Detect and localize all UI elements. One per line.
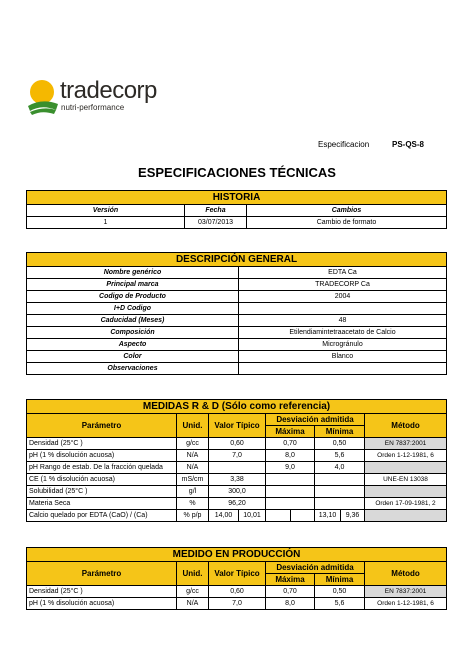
- spec-label: Especificacion: [318, 140, 370, 149]
- value-cell: [209, 462, 266, 474]
- row-value: [239, 303, 447, 315]
- max-cell: 9,0: [266, 462, 315, 474]
- min-cell: 4,0: [315, 462, 365, 474]
- param-cell: Solubilidad (25°C ): [27, 486, 177, 498]
- method-cell: Orden 17-09-1981, 2: [365, 498, 447, 510]
- row-value: 48: [239, 315, 447, 327]
- fecha-cell: 03/07/2013: [185, 217, 247, 229]
- row-value: [239, 363, 447, 375]
- cambios-cell: Cambio de formato: [247, 217, 447, 229]
- descripcion-table: [26, 252, 447, 375]
- param-cell: pH (1 % disolución acuosa): [27, 450, 177, 462]
- table-row: [27, 327, 447, 339]
- produccion-table: [26, 547, 447, 610]
- col-parametro: Parámetro: [27, 562, 177, 586]
- unit-cell: N/A: [177, 450, 209, 462]
- row-value: 2004: [239, 291, 447, 303]
- value-cell: 96,20: [209, 498, 266, 510]
- col-maxima: Máxima: [266, 426, 315, 438]
- min-cell: [315, 498, 365, 510]
- max-cell: [266, 486, 315, 498]
- col-metodo: Método: [365, 562, 447, 586]
- col-minima: Mínima: [315, 426, 365, 438]
- row-label: Composición: [27, 327, 239, 339]
- table-row: [27, 315, 447, 327]
- unit-cell: % p/p: [177, 510, 209, 522]
- version-cell: 1: [27, 217, 185, 229]
- col-desviacion: Desviación admitida: [266, 562, 365, 574]
- value-cell: 7,0: [209, 598, 266, 610]
- table-row: [27, 438, 447, 450]
- table-row: [27, 450, 447, 462]
- col-version: Versión: [27, 205, 185, 217]
- col-cambios: Cambios: [247, 205, 447, 217]
- descripcion-title: DESCRIPCIÓN GENERAL: [27, 253, 447, 267]
- row-label: I+D Codigo: [27, 303, 239, 315]
- param-cell: Calcio quelado por EDTA (CaO) / (Ca): [27, 510, 177, 522]
- row-label: Codigo de Producto: [27, 291, 239, 303]
- brand-tagline: nutri-performance: [61, 103, 125, 112]
- min-cao-cell: 13,10: [315, 510, 341, 522]
- row-value: Blanco: [239, 351, 447, 363]
- table-row: [27, 598, 447, 610]
- param-cell: CE (1 % disolución acuosa): [27, 474, 177, 486]
- max-cell: 8,0: [266, 598, 315, 610]
- min-cell: [315, 486, 365, 498]
- unit-cell: g/l: [177, 486, 209, 498]
- table-row: [27, 351, 447, 363]
- value-cell: 300,0: [209, 486, 266, 498]
- unit-cell: g/cc: [177, 586, 209, 598]
- historia-table: [26, 190, 447, 229]
- row-label: Caducidad (Meses): [27, 315, 239, 327]
- col-minima: Mínima: [315, 574, 365, 586]
- min-cell: 0,50: [315, 438, 365, 450]
- value-cell: 0,60: [209, 586, 266, 598]
- spec-code: PS-QS-8: [392, 140, 425, 149]
- table-row: [27, 267, 447, 279]
- param-cell: pH Rango de estab. De la fracción quelada: [27, 462, 177, 474]
- page-title: ESPECIFICACIONES TÉCNICAS: [138, 165, 336, 180]
- param-cell: Materia Seca: [27, 498, 177, 510]
- table-row: [27, 303, 447, 315]
- historia-title: HISTORIA: [27, 191, 447, 205]
- medidas-table: [26, 399, 447, 522]
- table-row: [27, 363, 447, 375]
- value-cao-cell: 14,00: [209, 510, 239, 522]
- table-row: [27, 586, 447, 598]
- produccion-title: MEDIDO EN PRODUCCIÓN: [27, 548, 447, 562]
- max-cell: 0,70: [266, 586, 315, 598]
- min-cell: 5,6: [315, 450, 365, 462]
- row-label: Principal marca: [27, 279, 239, 291]
- max-cao-cell: [266, 510, 291, 522]
- col-parametro: Parámetro: [27, 414, 177, 438]
- method-cell: EN 7837:2001: [365, 586, 447, 598]
- col-unid: Unid.: [177, 562, 209, 586]
- table-row: [27, 279, 447, 291]
- method-cell: EN 7837:2001: [365, 438, 447, 450]
- row-value: Etilendiamintetraacetato de Calcio: [239, 327, 447, 339]
- max-cell: 0,70: [266, 438, 315, 450]
- method-cell: [365, 462, 447, 474]
- min-cell: 0,50: [315, 586, 365, 598]
- col-valor: Valor Típico: [209, 562, 266, 586]
- table-row: [27, 486, 447, 498]
- param-cell: Densidad (25°C ): [27, 586, 177, 598]
- table-row: [27, 474, 447, 486]
- table-row: [27, 510, 447, 522]
- col-metodo: Método: [365, 414, 447, 438]
- min-cell: [315, 474, 365, 486]
- max-cell: [266, 474, 315, 486]
- unit-cell: N/A: [177, 462, 209, 474]
- param-cell: pH (1 % disolución acuosa): [27, 598, 177, 610]
- col-fecha: Fecha: [185, 205, 247, 217]
- max-cell: [266, 498, 315, 510]
- col-desviacion: Desviación admitida: [266, 414, 365, 426]
- value-cell: 3,38: [209, 474, 266, 486]
- col-valor: Valor Típico: [209, 414, 266, 438]
- row-label: Nombre genérico: [27, 267, 239, 279]
- method-cell: [365, 486, 447, 498]
- table-row: [27, 291, 447, 303]
- row-value: TRADECORP Ca: [239, 279, 447, 291]
- unit-cell: mS/cm: [177, 474, 209, 486]
- row-label: Aspecto: [27, 339, 239, 351]
- method-cell: [365, 510, 447, 522]
- unit-cell: %: [177, 498, 209, 510]
- method-cell: UNE-EN 13038: [365, 474, 447, 486]
- col-maxima: Máxima: [266, 574, 315, 586]
- medidas-title: MEDIDAS R & D (Sólo como referencia): [27, 400, 447, 414]
- table-row: [27, 462, 447, 474]
- row-value: Microgránulo: [239, 339, 447, 351]
- param-cell: Densidad (25°C ): [27, 438, 177, 450]
- unit-cell: g/cc: [177, 438, 209, 450]
- table-row: [27, 339, 447, 351]
- min-ca-cell: 9,36: [341, 510, 365, 522]
- row-label: Observaciones: [27, 363, 239, 375]
- table-row: [27, 498, 447, 510]
- max-ca-cell: [291, 510, 315, 522]
- col-unid: Unid.: [177, 414, 209, 438]
- max-cell: 8,0: [266, 450, 315, 462]
- value-cell: 7,0: [209, 450, 266, 462]
- row-value: EDTA Ca: [239, 267, 447, 279]
- brand-name: tradecorp: [60, 77, 157, 104]
- value-cell: 0,60: [209, 438, 266, 450]
- table-row: [27, 217, 447, 229]
- row-label: Color: [27, 351, 239, 363]
- method-cell: Orden 1-12-1981, 6: [365, 450, 447, 462]
- unit-cell: N/A: [177, 598, 209, 610]
- method-cell: Orden 1-12-1981, 6: [365, 598, 447, 610]
- min-cell: 5,6: [315, 598, 365, 610]
- value-ca-cell: 10,01: [239, 510, 266, 522]
